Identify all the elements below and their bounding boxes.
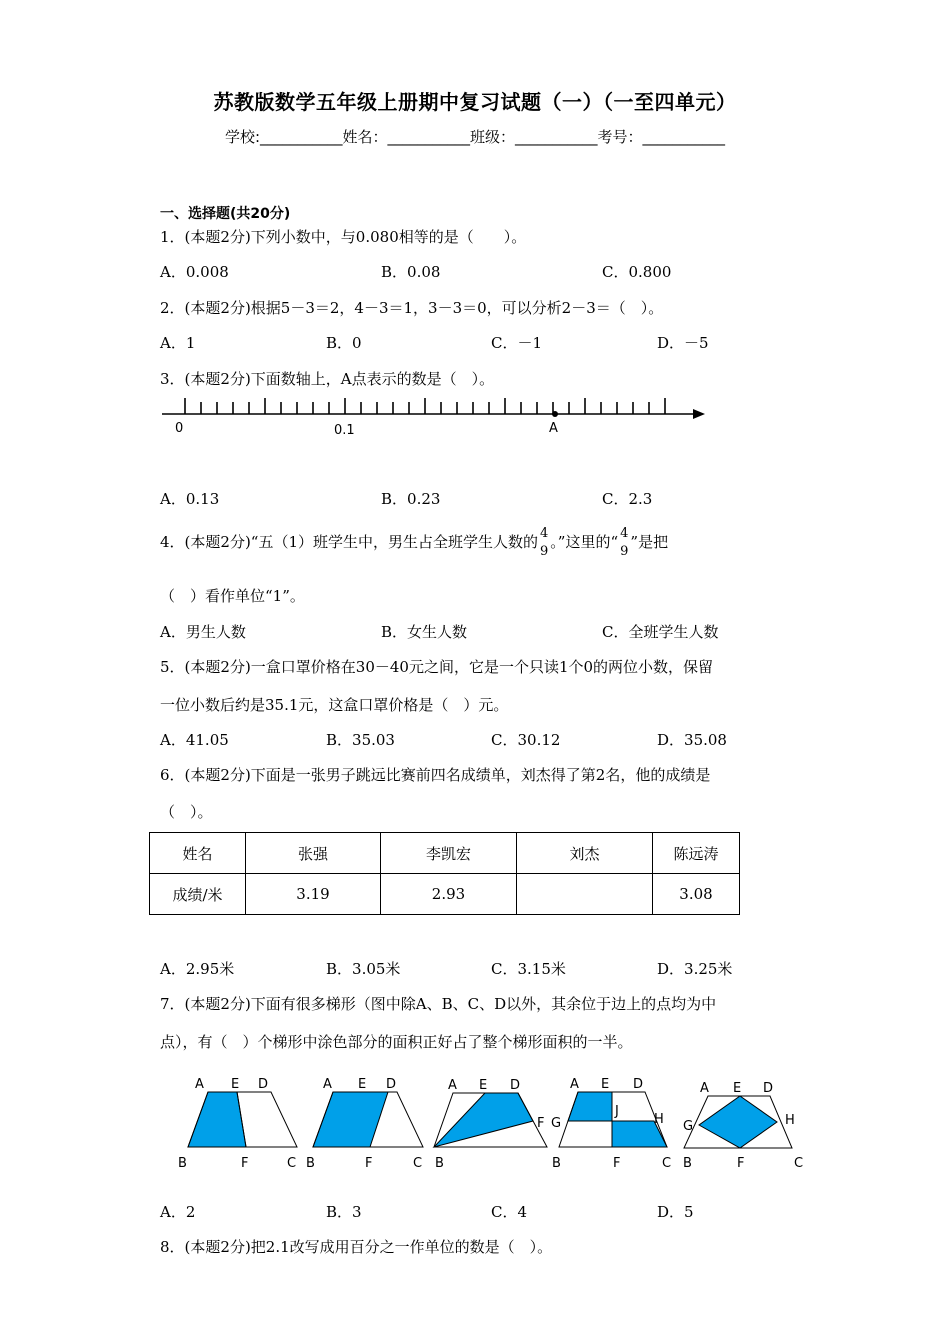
q7-option-c[interactable]: C．4 [491,1203,528,1221]
section-heading: 一、选择题(共20分) [160,206,291,222]
q4-option-a[interactable]: A．男生人数 [160,623,246,641]
shaded-region [313,1092,388,1147]
svg-text:C: C [413,1156,423,1171]
svg-text:C: C [662,1156,672,1171]
student-info-line: 学校:___________姓名：___________班级：___________考号：___________ [224,128,726,146]
svg-text:F: F [241,1156,249,1171]
svg-text:E: E [733,1081,742,1096]
svg-text:H: H [785,1113,795,1128]
q1-option-a[interactable]: A．0.008 [160,263,229,281]
svg-text:A: A [195,1077,204,1092]
svg-text:F: F [737,1156,745,1171]
table-header-cell: 刘杰 [517,833,653,874]
q2-option-b[interactable]: B．0 [326,334,362,352]
question-8: 8．(本题2分)把2.1改写成用百分之一作单位的数是（ ）。 [160,1238,553,1256]
svg-text:D: D [763,1081,774,1096]
question-7-line2: 点），有（ ）个梯形中涂色部分的面积正好占了整个梯形面积的一半。 [160,1033,633,1051]
q4-option-c[interactable]: C．全班学生人数 [602,623,719,641]
q7-option-d[interactable]: D．5 [657,1203,694,1221]
svg-text:B: B [306,1156,315,1171]
question-6: 6．(本题2分)下面是一张男子跳远比赛前四名成绩单，刘杰得了第2名，他的成绩是 [160,766,711,784]
svg-text:G: G [551,1116,562,1131]
svg-text:E: E [231,1077,240,1092]
svg-text:E: E [479,1078,488,1093]
axis-label-zero: 0 [175,421,184,436]
q4-option-b[interactable]: B．女生人数 [381,623,468,641]
svg-text:A: A [700,1081,709,1096]
svg-text:B: B [435,1156,444,1171]
table-cell: 成绩/米 [150,874,246,915]
axis-label-tenth: 0.1 [334,423,355,438]
svg-text:F: F [365,1156,373,1171]
q6-option-c[interactable]: C．3.15米 [491,960,566,978]
trapezoid-figure-2 [306,1077,423,1171]
q4-text-a: 4．(本题2分)“五（1）班学生中，男生占全班学生人数的 [160,533,539,551]
svg-text:J: J [615,1104,619,1119]
shaded-region [568,1092,612,1121]
table-cell: 3.08 [653,874,740,915]
q1-option-c[interactable]: C．0.800 [602,263,672,281]
svg-text:G: G [683,1119,694,1134]
table-header-cell: 陈远涛 [653,833,740,874]
question-1: 1．(本题2分)下列小数中，与0.080相等的是（ ）。 [160,228,527,246]
svg-text:C: C [287,1156,297,1171]
svg-text:D: D [386,1077,397,1092]
q5-option-b[interactable]: B．35.03 [326,731,395,749]
svg-text:D: D [510,1078,521,1093]
svg-text:D: D [258,1077,269,1092]
svg-text:E: E [601,1077,610,1092]
question-5-line2: 一位小数后约是35.1元，这盒口罩价格是（ ）元。 [160,696,509,714]
q4-text-c: ”是把 [630,533,669,551]
table-header-cell: 姓名 [150,833,246,874]
question-3: 3．(本题2分)下面数轴上，A点表示的数是（ ）。 [160,370,495,388]
svg-text:C: C [794,1156,804,1171]
q7-option-b[interactable]: B．3 [326,1203,362,1221]
q2-option-c[interactable]: C．－1 [491,334,543,352]
page-title: 苏教版数学五年级上册期中复习试题（一）（一至四单元） [213,90,737,114]
q6-option-d[interactable]: D．3.25米 [657,960,733,978]
q6-option-b[interactable]: B．3.05米 [326,960,401,978]
q5-option-c[interactable]: C．30.12 [491,731,561,749]
svg-text:B: B [178,1156,187,1171]
q2-option-a[interactable]: A．1 [160,334,196,352]
q6-option-a[interactable]: A．2.95米 [160,960,235,978]
q7-option-a[interactable]: A．2 [160,1203,196,1221]
q5-option-d[interactable]: D．35.08 [657,731,727,749]
question-4-line2: （ ）看作单位“1”。 [160,587,305,605]
question-2: 2．(本题2分)根据5－3＝2，4－3＝1，3－3＝0，可以分析2－3＝（ ）。 [160,299,664,317]
svg-text:H: H [654,1112,664,1127]
shaded-region [699,1096,777,1148]
shaded-region [434,1093,533,1147]
svg-text:D: D [633,1077,644,1092]
axis-label-a: A [549,421,558,436]
q5-option-a[interactable]: A．41.05 [160,731,229,749]
q3-option-a[interactable]: A．0.13 [160,490,220,508]
q2-option-d[interactable]: D．－5 [657,334,709,352]
svg-text:B: B [552,1156,561,1171]
svg-text:A: A [570,1077,579,1092]
trapezoid-figure-5 [683,1081,803,1171]
table-cell: 3.19 [246,874,381,915]
table-header-cell: 李凯宏 [381,833,517,874]
svg-text:A: A [448,1078,457,1093]
trapezoid-figure-3 [434,1078,547,1171]
svg-text:B: B [683,1156,692,1171]
q3-option-b[interactable]: B．0.23 [381,490,441,508]
fraction-four-ninths-2: 4 9 [620,526,629,559]
svg-text:F: F [613,1156,621,1171]
question-5: 5．(本题2分)一盒口罩价格在30－40元之间，它是一个只读1个0的两位小数，保留 [160,658,714,676]
q4-text-b: 。”这里的“ [550,533,619,551]
table-header-cell: 张强 [246,833,381,874]
svg-text:F: F [537,1116,545,1131]
trapezoid-figure-1 [178,1077,297,1171]
q3-option-c[interactable]: C．2.3 [602,490,653,508]
question-6-line2: （ ）。 [160,803,213,821]
fraction-four-ninths: 4 9 [540,526,549,559]
table-cell: 2.93 [381,874,517,915]
svg-text:E: E [358,1077,367,1092]
q1-option-b[interactable]: B．0.08 [381,263,441,281]
question-7: 7．(本题2分)下面有很多梯形（图中除A、B、C、D以外，其余位于边上的点均为中 [160,995,717,1013]
trapezoid-figure-4 [551,1077,671,1171]
shaded-region [188,1092,246,1147]
svg-text:A: A [323,1077,332,1092]
